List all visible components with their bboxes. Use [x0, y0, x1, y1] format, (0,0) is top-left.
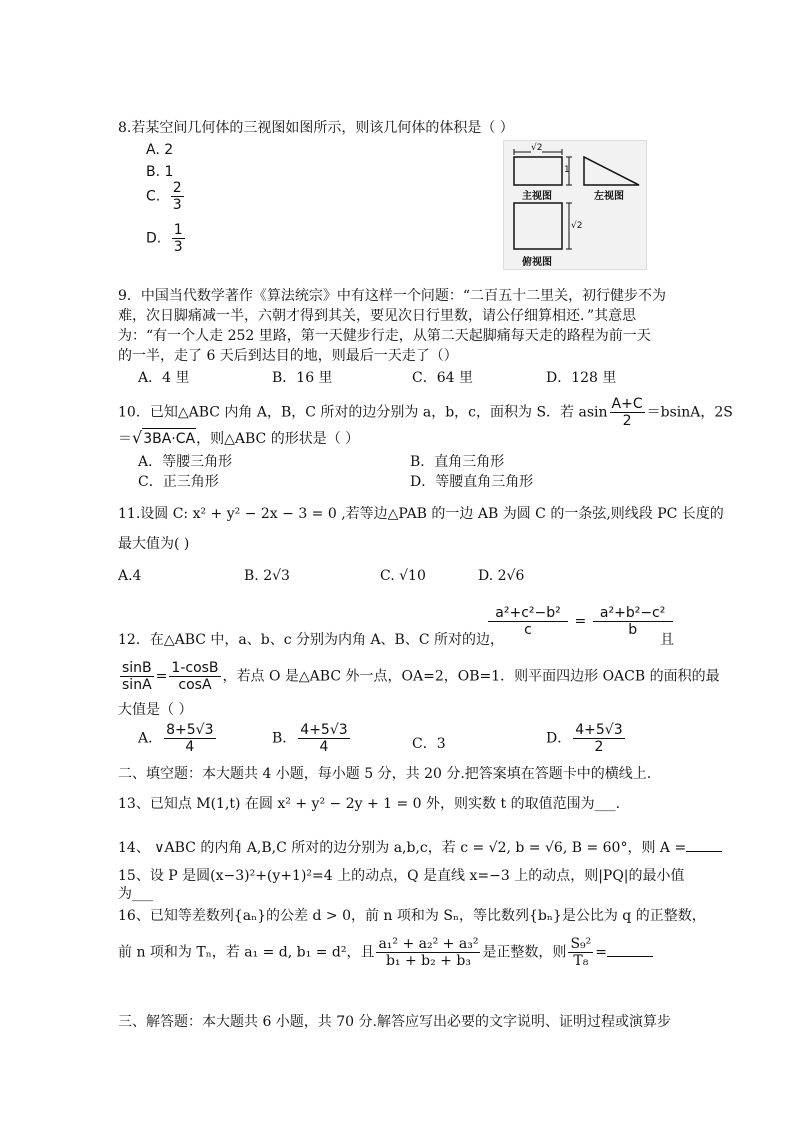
q16-answer-blank: [607, 956, 653, 957]
q10-eq: ＝: [118, 431, 132, 447]
q16-frac-den: b₁ + b₂ + b₃: [385, 953, 471, 969]
q11-option-b: B. 2√3: [244, 568, 290, 584]
top-view-rect: [514, 203, 562, 249]
q16-f2-num: S₉²: [570, 936, 592, 952]
q12-option-d-den: 2: [594, 739, 604, 755]
front-view-label: 主视图: [522, 191, 552, 202]
front-view-rect: [514, 157, 562, 185]
q10-option-d: D．等腰直角三角形: [410, 474, 534, 490]
q12-f3-num: sinB: [122, 660, 152, 676]
q12-equals: =: [574, 613, 587, 630]
q8-option-d-numerator: 1: [173, 222, 183, 238]
q11-option-a: A.4: [118, 568, 142, 584]
q11-option-c: C. √10: [380, 568, 426, 584]
q12-f1-den: c: [524, 622, 532, 638]
q12-f2-num: a²+b²−c²: [593, 605, 673, 622]
q9-option-a: A．4 里: [138, 370, 190, 386]
q12-option-d: [546, 722, 627, 755]
q12-option-d-num: 4+5√3: [575, 722, 623, 738]
q10-text-c: ，则△ABC 的形状是（ ）: [196, 431, 360, 447]
q10-line2: ＝√3BA·CA，则△ABC 的形状是（ ）: [118, 428, 360, 447]
side-view-triangle: [584, 157, 639, 185]
q12-f2-den: b: [628, 622, 638, 638]
q9-option-c: C．64 里: [412, 370, 473, 386]
q10-option-c: C．正三角形: [138, 474, 219, 490]
q12-option-b: [272, 722, 352, 755]
q12-option-d-label: D．: [546, 730, 572, 747]
q9-line1: 9．中国当代数学著作《算法统宗》中有这样一个问题：“二百五十二里关，初行健步不为: [118, 288, 667, 304]
q10-frac-den: 2: [622, 413, 632, 429]
q10-radicand: 3BA·CA: [142, 428, 196, 449]
section2-heading: 二、填空题：本大题共 4 小题，每小题 5 分，共 20 分.把答案填在答题卡中的横线上.: [118, 766, 652, 782]
q12-option-a-label: A．: [138, 730, 163, 747]
q12-f3-den: sinA: [122, 677, 152, 693]
q8-option-a: A. 2: [146, 142, 174, 158]
q12-f1-num: a²+c²−b²: [488, 605, 568, 622]
q14-answer-blank: [686, 851, 722, 852]
q9-line2: 难，次日脚痛减一半，六朝才得到其关，要见次日行里数，请公仔细算相还．”其意思: [118, 308, 637, 324]
q10-option-a: A．等腰三角形: [138, 454, 233, 470]
q10-frac-num: A+C: [611, 396, 643, 412]
q16-line2: [118, 936, 653, 969]
q10-text-b: ＝bsinA，2S: [646, 404, 733, 421]
q12-line3: 大值是（ ）: [118, 702, 193, 718]
q12-cont: ，若点 O 是△ABC 外一点，OA=2，OB=1．则平面四边形 OACB 的面积的最: [222, 668, 720, 685]
q8-option-c-label: C.: [146, 188, 161, 205]
q11-line2: 最大值为( ): [118, 536, 190, 552]
side-view-label: 左视图: [594, 191, 624, 202]
q13-text: 13、已知点 M(1,t) 在圆 x² + y² − 2y + 1 = 0 外，则实数 t 的取值范围为___.: [118, 796, 621, 812]
q8-option-d-denominator: 3: [173, 239, 183, 255]
q12-option-b-num: 4+5√3: [300, 722, 348, 738]
q8-option-b: B. 1: [146, 164, 174, 180]
q12-line2: [118, 660, 720, 693]
q15-line2: 为___: [118, 886, 153, 902]
q12-option-c: C．3: [412, 736, 446, 752]
q8-option-c-denominator: 3: [172, 197, 182, 213]
three-view-drawing: [504, 141, 646, 269]
q8-option-c-numerator: 2: [172, 180, 182, 196]
q12-option-b-den: 4: [319, 739, 329, 755]
q8-option-d-label: D.: [146, 230, 162, 247]
top-view-label: 俯视图: [522, 257, 552, 268]
q9-line4: 的一半，走了 6 天后到达目的地，则最后一天走了（）: [118, 348, 458, 364]
q11-line1: 11.设圆 C: x² + y² − 2x − 3 = 0 ,若等边△PAB 的一边 AB 为圆 C 的一条弦,则线段 PC 长度的: [118, 506, 724, 522]
dim-sqrt2-top: √2: [531, 143, 543, 153]
q16-line1: 16、已知等差数列{aₙ}的公差 d > 0，前 n 项和为 Sₙ，等比数列{bₙ}是公比为 q 的正整数，: [118, 908, 706, 924]
q16-f2-den: T₈: [573, 953, 589, 969]
q12-option-a-num: 8+5√3: [166, 722, 214, 738]
q9-option-b: B．16 里: [272, 370, 333, 386]
q12-equals2: =: [155, 668, 168, 685]
q10-line1: [118, 396, 733, 429]
dim-sqrt2-side: √2: [571, 221, 583, 231]
q9-line3: 为：“有一个人走 252 里路，第一天健步行走，从第二天起脚痛每天走的路程为前一天: [118, 328, 651, 344]
q12-stem: 12．在△ABC 中，a、b、c 分别为内角 A、B、C 所对的边，: [118, 632, 505, 648]
three-view-figure: [503, 140, 647, 270]
q12-option-b-label: B．: [272, 730, 297, 747]
q12-option-a-den: 4: [185, 739, 195, 755]
q16-post: =: [595, 944, 607, 961]
q11-option-d: D. 2√6: [478, 568, 525, 584]
q14-stem: 14、 ∨ABC 的内角 A,B,C 所对的边分别为 a,b,c，若 c = √2, b = √6, B = 60°，则 A =: [118, 840, 687, 856]
q12-and: 且: [660, 632, 674, 648]
dim-one: 1: [564, 165, 570, 175]
q16-pre: 前 n 项和为 Tₙ，若 a₁ = d, b₁ = d²，且: [118, 944, 375, 961]
q16-frac-num: a₁² + a₂² + a₃²: [378, 936, 479, 952]
q15-line1: 15、设 P 是圆(x−3)²+(y+1)²=4 上的动点，Q 是直线 x=−3 上的动点，则|PQ|的最小值: [118, 868, 685, 884]
q10-text-a: 10．已知△ABC 内角 A，B，C 所对的边分别为 a，b，c，面积为 S．若 asin: [118, 404, 608, 421]
q8-stem: 8.若某空间几何体的三视图如图所示，则该几何体的体积是（ ）: [118, 120, 514, 136]
q8-option-d: [146, 222, 187, 255]
q10-option-b: B．直角三角形: [410, 454, 505, 470]
q16-mid: 是正整数，则: [482, 944, 567, 961]
q14-text: [118, 838, 722, 858]
q12-eq-block: [486, 605, 675, 638]
q12-f4-num: 1-cosB: [171, 660, 219, 676]
q8-option-c: [146, 180, 186, 213]
section3-heading: 三、解答题：本大题共 6 小题，共 70 分.解答应写出必要的文字说明、证明过程或演算步: [118, 1014, 671, 1030]
q9-option-d: D．128 里: [546, 370, 617, 386]
q12-f4-den: cosA: [178, 677, 212, 693]
q12-option-a: [138, 722, 218, 755]
